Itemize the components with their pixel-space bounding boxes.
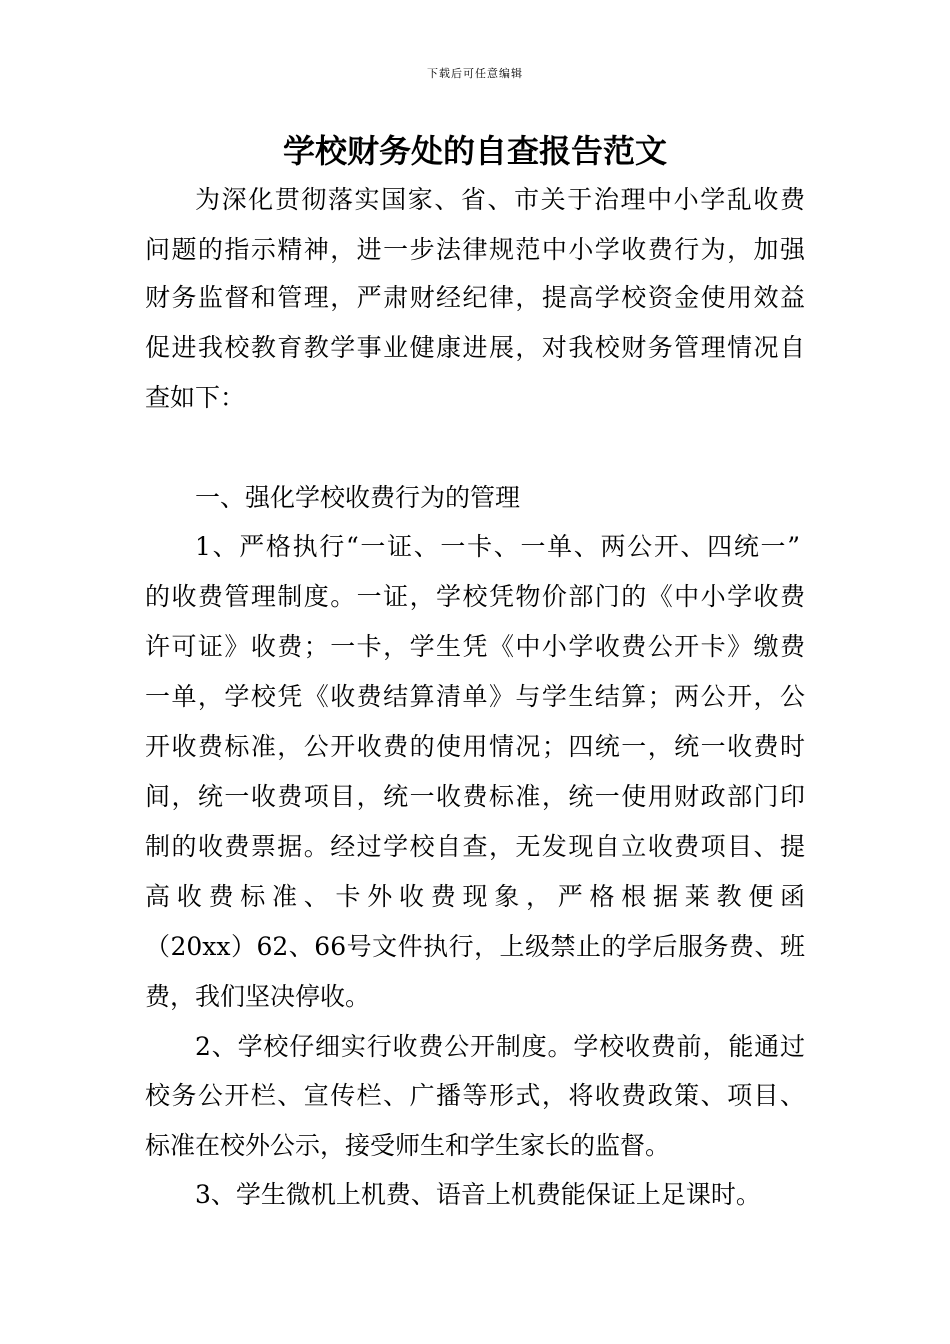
body-line: 一单，学校凭《收费结算清单》与学生结算；两公开，公 [145, 682, 805, 711]
body-line: 促进我校教育教学事业健康进展，对我校财务管理情况自 [145, 333, 805, 362]
body-line: 费，我们坚决停收。 [145, 982, 371, 1011]
body-line: 标准在校外公示，接受师生和学生家长的监督。 [145, 1131, 671, 1160]
body-line: 查如下： [145, 383, 246, 412]
header-note: 下载后可任意编辑 [427, 67, 523, 80]
body-line: 高收费标准、卡外收费现象，严格根据莱教便函 [145, 882, 805, 911]
body-line: 问题的指示精神，进一步法律规范中小学收费行为，加强 [145, 235, 805, 264]
body-line: 1、严格执行“一证、一卡、一单、两公开、四统一” [195, 532, 800, 561]
body-line: （20xx）62、66号文件执行，上级禁止的学后服务费、班 [145, 932, 805, 961]
body-line: 3、学生微机上机费、语音上机费能保证上足课时。 [195, 1180, 761, 1209]
body-line: 开收费标准，公开收费的使用情况；四统一，统一收费时 [145, 732, 805, 761]
body-line: 2、学校仔细实行收费公开制度。学校收费前，能通过 [195, 1032, 805, 1061]
body-line: 为深化贯彻落实国家、省、市关于治理中小学乱收费 [195, 185, 805, 214]
section-heading: 一、强化学校收费行为的管理 [195, 483, 521, 512]
body-line: 许可证》收费；一卡，学生凭《中小学收费公开卡》缴费 [145, 632, 805, 661]
body-line: 的收费管理制度。一证，学校凭物价部门的《中小学收费 [145, 582, 805, 611]
document-title: 学校财务处的自查报告范文 [282, 132, 667, 170]
body-line: 制的收费票据。经过学校自查，无发现自立收费项目、提 [145, 832, 805, 861]
body-line: 校务公开栏、宣传栏、广播等形式，将收费政策、项目、 [145, 1081, 805, 1110]
body-line: 间，统一收费项目，统一收费标准，统一使用财政部门印 [145, 782, 805, 811]
body-line: 财务监督和管理，严肃财经纪律，提高学校资金使用效益 [145, 283, 805, 312]
